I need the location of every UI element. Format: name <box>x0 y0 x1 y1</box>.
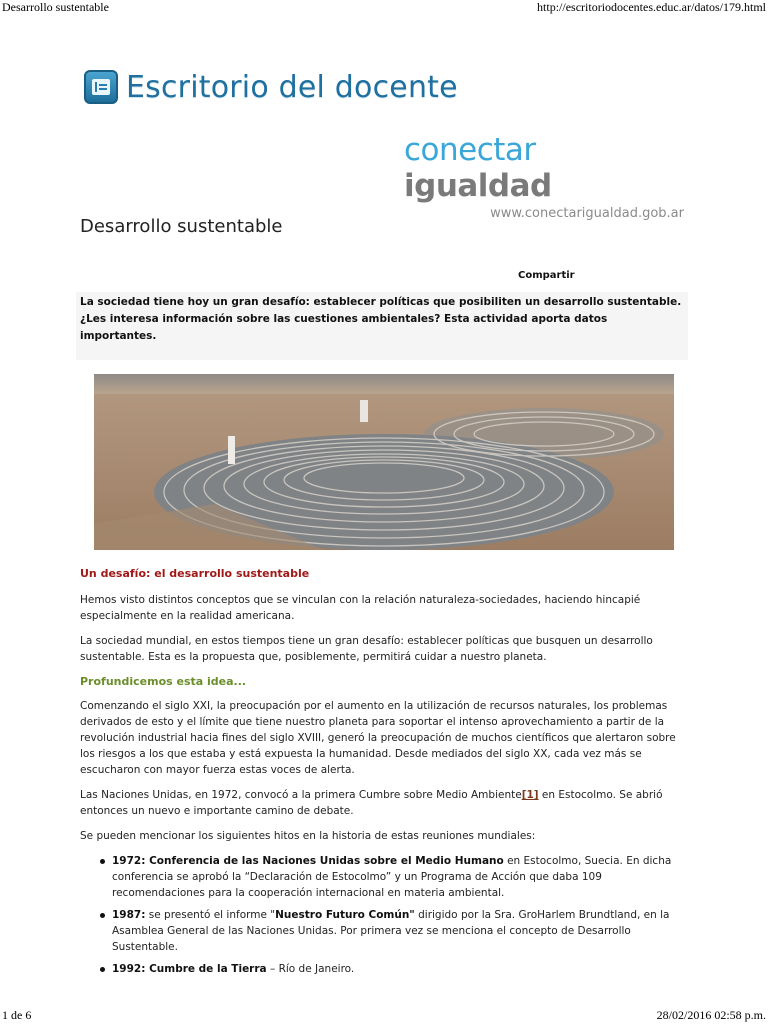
milestones-list <box>80 853 680 977</box>
conectar-logo-url: www.conectarigualdad.gob.ar <box>490 206 684 221</box>
print-header-title: Desarrollo sustentable <box>2 0 109 14</box>
paragraph: Se pueden mencionar los siguientes hitos en la historia de estas reuniones mundiales: <box>80 830 536 842</box>
share-button[interactable]: Compartir <box>518 270 575 281</box>
intro-summary: La sociedad tiene hoy un gran desafío: establecer políticas que posibiliten un desarrollo sustentable. ¿Les interesa información sobre las cuestiones ambientales? Esta actividad aporta datos importantes. <box>76 292 688 360</box>
paragraph: Hemos visto distintos conceptos que se vinculan con la relación naturaleza-sociedades, haciendo hincapié especialmente en la realidad americana. <box>80 594 641 622</box>
page-title: Desarrollo sustentable <box>80 216 283 237</box>
article-body <box>80 566 680 983</box>
paragraph: Comenzando el siglo XXI, la preocupación por el aumento en la utilización de recursos naturales, los problemas derivados de esto y el límite que tiene nuestro planeta para soportar el intenso aprovechamiento a partir de la revolución industrial hacia fines del siglo XVIII, generó la preocupación de muchos científicos que alertaron sobre los riesgos a los que estaba y está expuesta la humanidad. Desde mediados del siglo XX, cada vez más se escucharon con mayor fuerza estas voces de alerta. <box>80 700 676 776</box>
escritorio-logo-text: Escritorio del docente <box>126 69 458 105</box>
print-datetime: 28/02/2016 02:58 p.m. <box>656 1008 766 1022</box>
print-header <box>0 0 768 16</box>
list-item: 1972: Conferencia de las Naciones Unidas sobre el Medio Humano en Estocolmo, Suecia. En dicha conferencia se aprobó la “Declaración de Estocolmo” y un Programa de Acción que daba 109 recomendaciones para la cooperación internacional en materia ambiental. <box>100 853 680 901</box>
conectar-igualdad-logo[interactable] <box>404 132 688 221</box>
escritorio-logo[interactable] <box>84 66 458 108</box>
conectar-logo-part1: conectar <box>404 132 536 168</box>
print-header-url: http://escritoriodocentes.educ.ar/datos/179.html <box>537 0 766 14</box>
solar-plant-photo <box>94 374 674 550</box>
paragraph: Las Naciones Unidas, en 1972, convocó a la primera Cumbre sobre Medio Ambiente[1] en Estocolmo. Se abrió entonces un nuevo e importante camino de debate. <box>80 789 663 817</box>
page-number: 1 de 6 <box>2 1008 32 1022</box>
footnote-link[interactable]: [1] <box>521 789 539 801</box>
list-item: 1992: Cumbre de la Tierra – Río de Janeiro. <box>100 961 680 977</box>
conectar-logo-part2: igualdad <box>404 168 552 204</box>
list-item: 1987: se presentó el informe "Nuestro Futuro Común" dirigido por la Sra. GroHarlem Brundtland, en la Asamblea General de las Naciones Unidas. Por primera vez se menciona el concepto de Desarrollo Sustentable. <box>100 907 680 955</box>
paragraph: La sociedad mundial, en estos tiempos tiene un gran desafío: establecer políticas que busquen un desarrollo sustentable. Esta es la propuesta que, posiblemente, permitirá cuidar a nuestro planeta. <box>80 635 653 663</box>
print-footer <box>0 1006 768 1024</box>
desk-icon <box>84 70 118 104</box>
section-heading-profundicemos: Profundicemos esta idea... <box>80 675 247 688</box>
section-heading-desafio: Un desafío: el desarrollo sustentable <box>80 567 310 580</box>
